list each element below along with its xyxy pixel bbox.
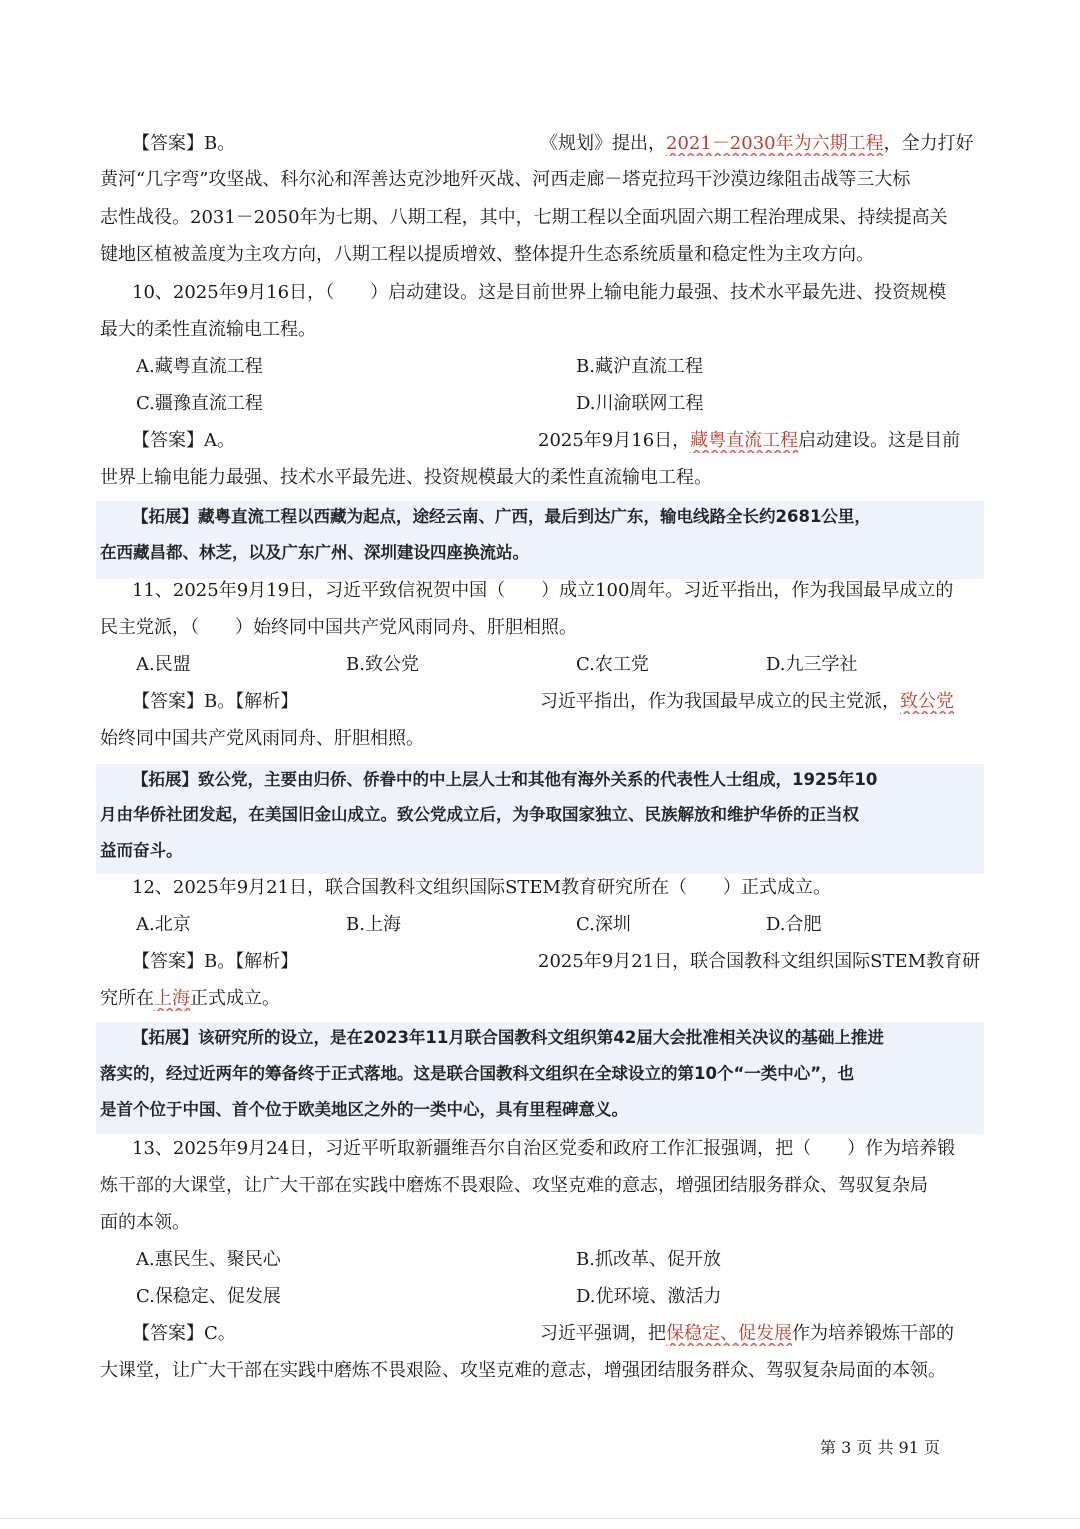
- q13-answer-line-2: 大课堂，让广大干部在实践中磨炼不畏艰险、攻坚克难的意志，增强团结服务群众、驾驭复杂局面的本领。: [100, 1360, 946, 1381]
- q12-options-row: [136, 913, 980, 937]
- q13-options-row-2: [136, 1285, 980, 1309]
- q11-option-a: A.民盟: [136, 654, 191, 675]
- q12-extension-line-2: 落实的，经过近两年的筹备终于正式落地。这是联合国教科文组织在全球设立的第10个“一类中心”，也: [100, 1064, 855, 1083]
- q10-extension-line-2: 在西藏昌都、林芝，以及广东广州、深圳建设四座换流站。: [100, 543, 529, 562]
- q10-options-row-2: [136, 392, 980, 416]
- q13-option-b: B.抓改革、促开放: [576, 1249, 721, 1270]
- q13-option-a: A.惠民生、聚民心: [136, 1249, 281, 1270]
- q13-answer-highlight: 保稳定、促发展: [666, 1323, 792, 1344]
- q11-extension-line-3: 益而奋斗。: [100, 841, 183, 860]
- q11-answer-line-2: 始终同中国共产党风雨同舟、肝胆相照。: [100, 728, 424, 749]
- q11-option-d: D.九三学社: [766, 654, 858, 675]
- q11-option-c: C.农工党: [576, 654, 649, 675]
- q12-option-a: A.北京: [136, 914, 191, 935]
- q13-stem-line-2: 炼干部的大课堂，让广大干部在实践中磨炼不畏艰险、攻坚克难的意志，增强团结服务群众、驾驭复杂局: [100, 1175, 928, 1196]
- q10-stem-line-1: 10、2025年9月16日，（ ）启动建设。这是目前世界上输电能力最强、技术水平最先进、投资规模: [132, 282, 947, 303]
- q12-answer-highlight: 上海: [154, 988, 190, 1009]
- q10-stem-line-2: 最大的柔性直流输电工程。: [100, 319, 316, 340]
- q10-option-d: D.川渝联网工程: [576, 393, 704, 414]
- q11-options-row: [136, 653, 980, 677]
- q9-answer-line-2: 黄河“几字弯”攻坚战、科尔沁和浑善达克沙地歼灭战、河西走廊－塔克拉玛干沙漠边缘阻击战等三大标: [100, 169, 911, 190]
- q10-answer-label: 【答案】A。: [132, 430, 235, 451]
- q13-answer-label: 【答案】C。: [132, 1323, 236, 1344]
- q9-answer-label: 【答案】B。: [132, 133, 236, 154]
- q11-stem-line-2: 民主党派，（ ）始终同中国共产党风雨同舟、肝胆相照。: [100, 617, 577, 638]
- q12-answer-line-1: 【答案】B。【解析】 2025年9月21日，联合国教科文组织国际STEM教育研: [132, 951, 980, 972]
- q11-answer-label: 【答案】B。【解析】: [132, 691, 299, 712]
- q13-option-d: D.优环境、激活力: [576, 1286, 722, 1307]
- page-bottom-divider: [0, 1518, 1080, 1519]
- q13-option-c: C.保稳定、促发展: [136, 1286, 281, 1307]
- q13-stem-line-3: 面的本领。: [100, 1212, 190, 1233]
- q10-answer-highlight: 藏粤直流工程: [690, 430, 799, 451]
- q11-option-b: B.致公党: [346, 654, 419, 675]
- q9-answer-line-4: 键地区植被盖度为主攻方向，八期工程以提质增效、整体提升生态系统质量和稳定性为主攻方向。: [100, 244, 874, 265]
- page-number: 第 3 页 共 91 页: [820, 1438, 940, 1457]
- q11-extension-line-2: 月由华侨社团发起，在美国旧金山成立。致公党成立后，为争取国家独立、民族解放和维护华侨的正当权: [100, 805, 859, 824]
- q10-options-row-1: [136, 355, 980, 379]
- q13-stem-line-1: 13、2025年9月24日，习近平听取新疆维吾尔自治区党委和政府工作汇报强调，把（ ）作为培养锻: [132, 1138, 956, 1159]
- q10-option-a: A.藏粤直流工程: [136, 356, 263, 377]
- q10-option-c: C.疆豫直流工程: [136, 393, 263, 414]
- q12-option-c: C.深圳: [576, 914, 631, 935]
- q9-answer-text: 《规划》提出，: [540, 133, 666, 154]
- q11-answer-highlight: 致公党: [900, 691, 954, 712]
- q11-stem-line-1: 11、2025年9月19日，习近平致信祝贺中国（ ）成立100周年。习近平指出，作为我国最早成立的: [132, 580, 954, 601]
- q12-answer-line-2: 究所在上海正式成立。: [100, 988, 280, 1009]
- q10-extension-line-1: 【拓展】藏粤直流工程以西藏为起点，途经云南、广西，最后到达广东，输电线路全长约2681公里，: [132, 507, 871, 526]
- q13-options-row-1: [136, 1248, 980, 1272]
- q10-option-b: B.藏沪直流工程: [576, 356, 703, 377]
- q9-answer-line-1: 【答案】B。 《规划》提出，2021－2030年为六期工程，全力打好: [132, 133, 974, 154]
- q11-answer-line-1: 【答案】B。【解析】 习近平指出，作为我国最早成立的民主党派，致公党: [132, 691, 954, 712]
- q9-answer-line-3: 志性战役。2031－2050年为七期、八期工程，其中，七期工程以全面巩固六期工程治理成果、持续提高关: [100, 207, 948, 228]
- q11-extension-line-1: 【拓展】致公党，主要由归侨、侨眷中的中上层人士和其他有海外关系的代表性人士组成，1925年10: [132, 770, 878, 789]
- q12-extension-line-1: 【拓展】该研究所的设立，是在2023年11月联合国教科文组织第42届大会批准相关决议的基础上推进: [132, 1028, 884, 1047]
- q12-option-b: B.上海: [346, 914, 401, 935]
- q12-stem-line-1: 12、2025年9月21日，联合国教科文组织国际STEM教育研究所在（ ）正式成立。: [132, 877, 831, 898]
- q10-answer-line-1: 【答案】A。 2025年9月16日，藏粤直流工程启动建设。这是目前: [132, 430, 961, 451]
- q10-answer-line-2: 世界上输电能力最强、技术水平最先进、投资规模最大的柔性直流输电工程。: [100, 467, 712, 488]
- q12-option-d: D.合肥: [766, 914, 822, 935]
- q9-answer-highlight: 2021－2030年为六期工程: [666, 133, 884, 154]
- q12-extension-line-3: 是首个位于中国、首个位于欧美地区之外的一类中心，具有里程碑意义。: [100, 1100, 628, 1119]
- q13-answer-line-1: 【答案】C。 习近平强调，把保稳定、促发展作为培养锻炼干部的: [132, 1323, 954, 1344]
- q12-answer-label: 【答案】B。【解析】: [132, 951, 299, 972]
